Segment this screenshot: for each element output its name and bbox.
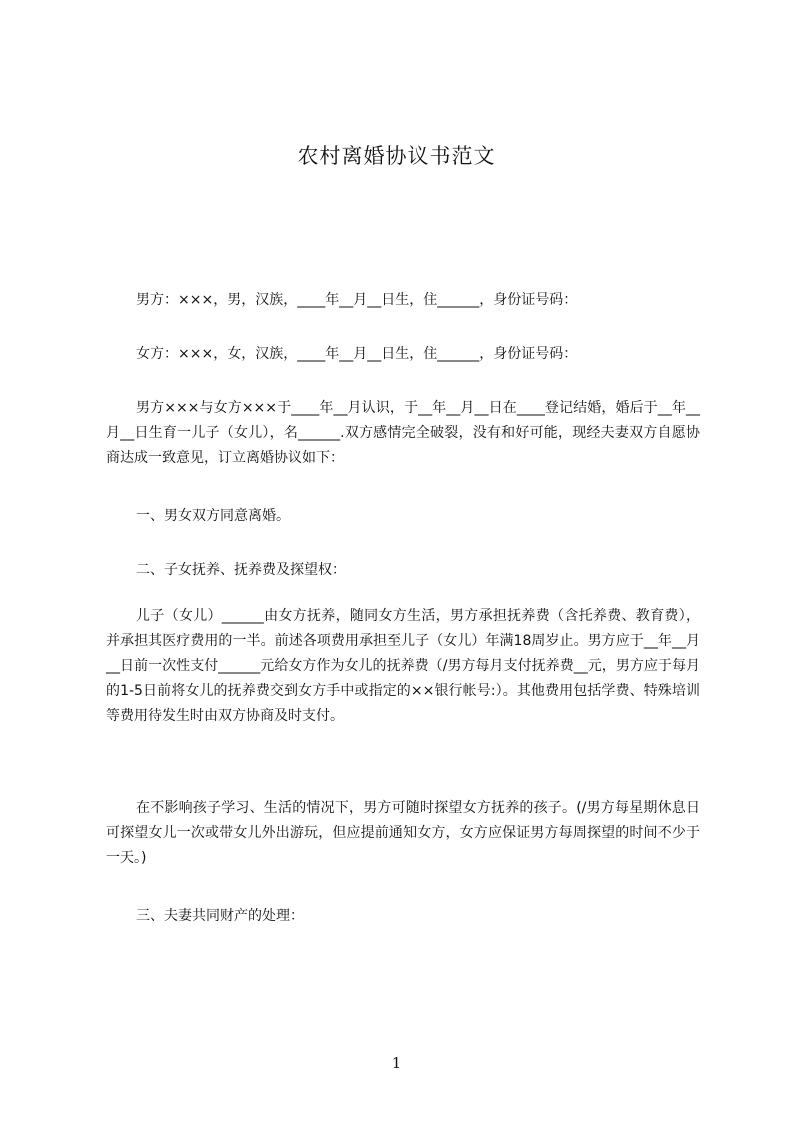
clause-one-heading: 一、男女双方同意离婚。 (136, 508, 290, 524)
page-number: 1 (391, 1054, 402, 1072)
document-title: 农村离婚协议书范文 (297, 144, 496, 168)
visitation-paragraph: 在不影响孩子学习、生活的情况下，男方可随时探望女方抚养的孩子。(/男方每星期休息日可探望女儿一次或带女儿外出游玩，但应提前通知女方，女方应保证男方每周探望的时间不少于一天。) (106, 800, 700, 866)
male-party-paragraph: 男方：×××，男，汉族，____年__月__日生，住______，身份证号码： (136, 292, 578, 308)
clause-two-heading: 二、子女抚养、抚养费及探望权： (136, 562, 346, 578)
intro-paragraph: 男方×××与女方×××于____年__月认识，于__年__月__日在____登记结婚，婚后于__年__月__日生育一儿子（女儿），名______.双方感情完全破裂，没有和好可能，现经夫妻双方自愿协商达成一致意见，订立离婚协议如下： (106, 400, 700, 466)
clause-three-heading: 三、夫妻共同财产的处理： (136, 908, 304, 924)
female-party-paragraph: 女方：×××，女，汉族，____年__月__日生，住______，身份证号码： (136, 346, 578, 362)
child-support-paragraph: 儿子（女儿）______由女方抚养，随同女方生活，男方承担抚养费（含托养费、教育费），并承担其医疗费用的一半。前述各项费用承担至儿子（女儿）年满18周岁止。男方应于__年__月__日前一次性支付______元给女方作为女儿的抚养费（/男方每月支付抚养费__元，男方应于每月的1-5日前将女儿的抚养费交到女方手中或指定的××银行帐号:）。其他费用包括学费、特殊培训等费用待发生时由双方协商及时支付。 (106, 608, 700, 724)
